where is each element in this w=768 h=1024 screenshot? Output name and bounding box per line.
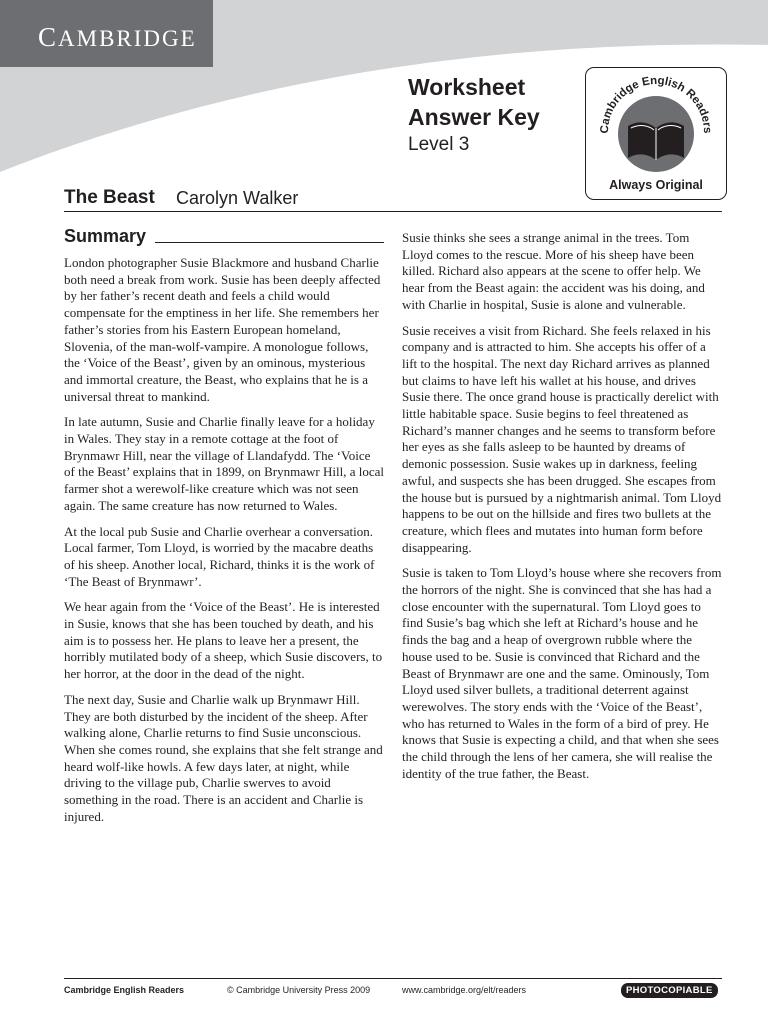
worksheet-title-line1: Worksheet <box>408 74 526 100</box>
summary-paragraph: London photographer Susie Blackmore and husband Charlie both need a break from work. Susie has been deeply affected by her father’s recent death and feels a child would compensate for the emptiness in her life. She remembers her father’s stories from his Eastern European homeland, Slovenia, of the man-wolf-vampire. A monologue follows, the ‘Voice of the Beast’, given by an ominous, mysterious and immortal creature, the Beast, who explains that he is a universal threat to mankind. <box>64 255 381 404</box>
logo-tagline: Always Original <box>609 178 703 192</box>
summary-paragraph: In late autumn, Susie and Charlie finally leave for a holiday in Wales. They stay in a remote cottage at the foot of Brynmawr Hill, near the village of Llandafydd. The ‘Voice of the Beast’ explains that in 1899, on Brynmawr Hill, a local farmer shot a werewolf-like creature which was not seen again. The same creature has now returned to Wales. <box>64 414 384 513</box>
summary-paragraph: Susie thinks she sees a strange animal in the trees. Tom Lloyd comes to the rescue. More of his sheep have been killed. Richard also appears at the scene to offer help. We hear from the Beast again: the accident was his doing, and with Charlie in hospital, Susie is alone and vulnerable. <box>402 230 705 312</box>
summary-paragraph: Susie is taken to Tom Lloyd’s house where she recovers from the horrors of the night. She is convinced that she has had a close encounter with the supernatural. Tom Lloyd goes to find Susie’s bag which she left at Richard’s house and he finds the bag and a heap of overgrown rubble where the house used to be. Susie is convinced that Richard and the Beast of Brynmawr are one and the same. Ominously, Tom Lloyd used silver bullets, a traditional deterrent against werewolves. The story ends with the ‘Voice of the Beast’, who has returned to Wales in the form of a bird of prey. He knows that Susie is expecting a child, and that when she sees the child through the lens of her camera, she will realise the identity of the true father, the Beast. <box>402 565 722 781</box>
book-icon <box>628 122 684 160</box>
photocopiable-badge: PHOTOCOPIABLE <box>621 983 718 998</box>
summary-paragraph: The next day, Susie and Charlie walk up Brynmawr Hill. They are both disturbed by the incident of the sheep. After walking alone, Charlie returns to find Susie unconscious. When she comes round, she explains that she felt strange and heard wolf-like howls. A few days later, at night, while driving to the village pub, Charlie swerves to avoid something in the road. There is an accident and Charlie is injured. <box>64 691 383 824</box>
worksheet-title-line2: Answer Key <box>408 104 540 130</box>
logo-arc-text: Cambridge English Readers <box>598 74 714 134</box>
level-label: Level 3 <box>408 134 470 155</box>
summary-paragraph: At the local pub Susie and Charlie overhear a conversation. Local farmer, Tom Lloyd, is worried by the macabre deaths of his sheep. Another local, Richard, thinks it is the work of ‘The Beast of Brynmawr’. <box>64 523 375 589</box>
footer-series: Cambridge English Readers <box>64 985 185 995</box>
worksheet-title <box>408 72 540 132</box>
summary-heading: Summary <box>64 226 147 246</box>
book-title: The Beast <box>64 187 155 208</box>
brand-initial: C <box>38 22 59 52</box>
summary-paragraph: Susie receives a visit from Richard. She feels relaxed in his company and is attracted to him. She accepts his offer of a lift to the hospital. The next day Richard arrives as planned but claims to have left his wallet at his house, and drives Susie there. The once grand house is practically derelict with little habitable space. Susie begins to feel threatened as Richard’s manner changes and he seems to transform before her eyes as she falls asleep to be haunted by dreams of demonic possession. Susie wakes up in darkness, feeling awful, and suspects she has been drugged. She escapes from the house but is pursued by a nightmarish animal. Tom Lloyd happens to be out on the hillside and fires two bullets at the creature, which flees and mutates into human form before disappearing. <box>402 322 722 555</box>
title-divider <box>64 211 722 212</box>
cambridge-brand-box <box>0 0 213 67</box>
footer-copyright: © Cambridge University Press 2009 <box>227 985 371 995</box>
summary-left-column <box>64 255 384 835</box>
summary-right-column <box>402 230 722 792</box>
cambridge-wordmark <box>38 22 197 53</box>
readers-logo <box>585 67 727 200</box>
footer-divider <box>64 978 722 979</box>
footer-url: www.cambridge.org/elt/readers <box>402 985 527 995</box>
summary-heading-rule <box>155 242 384 243</box>
brand-rest: AMBRIDGE <box>58 26 197 51</box>
book-author: Carolyn Walker <box>176 188 299 208</box>
summary-paragraph: We hear again from the ‘Voice of the Beast’. He is interested in Susie, knows that she has been touched by death, and his aim is to possess her. He plans to leave her a present, the horribly mutilated body of a sheep, which Susie discovers, to her horror, at the door in the dead of the night. <box>64 599 383 682</box>
